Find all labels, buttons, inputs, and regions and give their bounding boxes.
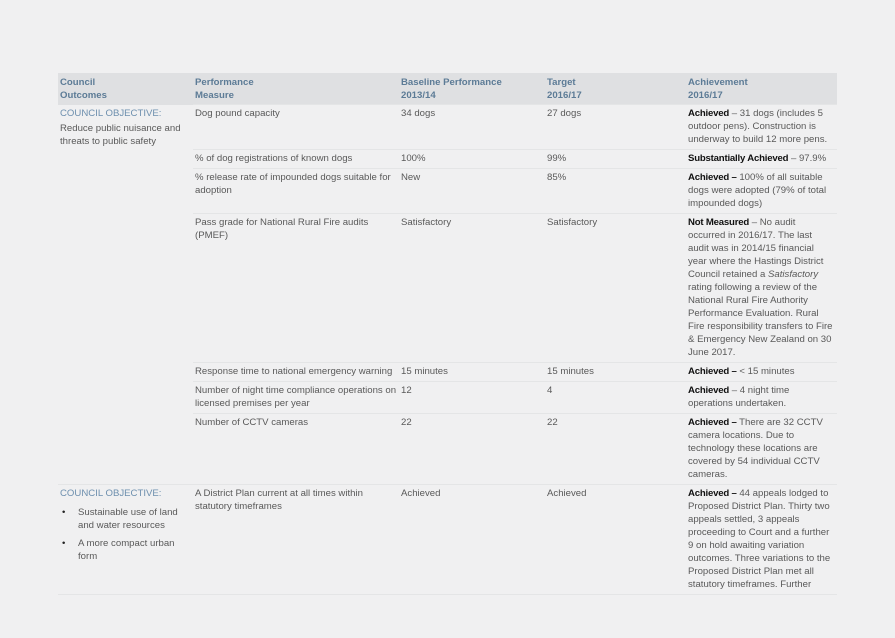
council-objective-title: COUNCIL OBJECTIVE:	[60, 107, 162, 119]
council-objective-title: COUNCIL OBJECTIVE:	[60, 488, 162, 499]
objective-bullet-list	[60, 506, 191, 563]
achievement-status: Not Measured	[688, 217, 750, 228]
target-cell: 99%	[545, 150, 686, 169]
table-row	[58, 105, 837, 150]
header-text: 2016/17	[688, 90, 723, 101]
council-objective-text: Reduce public nuisance and threats to public safety	[60, 122, 181, 147]
measure-cell: Dog pound capacity	[193, 105, 399, 150]
achievement-cell	[686, 485, 837, 595]
table-header-row	[58, 73, 837, 105]
achievement-cell	[686, 363, 837, 382]
measure-cell: A District Plan current at all times within statutory timeframes	[193, 485, 399, 595]
header-text: Outcomes	[60, 90, 107, 101]
bullet-icon: •	[62, 507, 66, 518]
baseline-cell: New	[399, 169, 545, 214]
measure-cell: Pass grade for National Rural Fire audits (PMEF)	[193, 214, 399, 363]
achievement-status: Substantially Achieved	[688, 153, 789, 164]
list-item	[62, 537, 191, 563]
achievement-status: Achieved	[688, 385, 730, 396]
baseline-cell: 12	[399, 382, 545, 414]
measure-cell: Number of CCTV cameras	[193, 414, 399, 485]
list-item	[62, 506, 191, 532]
council-objective-cell	[58, 485, 193, 595]
header-text: Performance	[195, 77, 254, 88]
header-baseline-performance	[399, 73, 545, 105]
achievement-cell	[686, 382, 837, 414]
measure-cell: Number of night time compliance operations on licensed premises per year	[193, 382, 399, 414]
header-text: 2016/17	[547, 90, 582, 101]
achievement-status: Achieved –	[688, 417, 737, 428]
achievement-status: Achieved –	[688, 172, 737, 183]
achievement-status: Achieved –	[688, 366, 737, 377]
achievement-detail: – No audit occurred in 2016/17. The last audit was in 2014/15 financial year where the Hastings District Council retained a	[688, 217, 824, 280]
achievement-detail: – 31 dogs (includes 5 outdoor pens). Construction is underway to build 12 more pens.	[688, 108, 828, 145]
achievement-detail: < 15 minutes	[736, 366, 795, 377]
header-target	[545, 73, 686, 105]
achievement-status: Achieved –	[688, 488, 737, 499]
header-text: 2013/14	[401, 90, 436, 101]
achievement-cell	[686, 150, 837, 169]
measure-cell: % release rate of impounded dogs suitable for adoption	[193, 169, 399, 214]
achievement-detail: rating following a review of the National Rural Fire Authority Performance Evaluation. Rural Fire responsibility transfers to Fire & Emergency New Zealand on 30 June 2017.	[688, 282, 833, 358]
header-achievement	[686, 73, 837, 105]
achievement-detail-italic: Satisfactory	[768, 269, 819, 280]
target-cell: 22	[545, 414, 686, 485]
achievement-cell	[686, 414, 837, 485]
header-text: Target	[547, 77, 576, 88]
achievement-cell	[686, 105, 837, 150]
baseline-cell: 100%	[399, 150, 545, 169]
target-cell: 4	[545, 382, 686, 414]
council-objective-cell	[58, 105, 193, 485]
baseline-cell: Achieved	[399, 485, 545, 595]
header-council-outcomes	[58, 73, 193, 105]
table-row	[58, 485, 837, 595]
target-cell: Achieved	[545, 485, 686, 595]
header-text: Baseline Performance	[401, 77, 502, 88]
achievement-status: Achieved	[688, 108, 730, 119]
header-performance-measure	[193, 73, 399, 105]
header-text: Measure	[195, 90, 234, 101]
target-cell: 85%	[545, 169, 686, 214]
measure-cell: Response time to national emergency warning	[193, 363, 399, 382]
baseline-cell: 34 dogs	[399, 105, 545, 150]
achievement-cell	[686, 214, 837, 363]
achievement-detail: – 97.9%	[788, 153, 827, 164]
achievement-detail: 100% of all suitable dogs were adopted (79% of total impounded dogs)	[688, 172, 827, 209]
bullet-icon: •	[62, 538, 66, 549]
header-text: Achievement	[688, 77, 748, 88]
baseline-cell: 15 minutes	[399, 363, 545, 382]
header-text: Council	[60, 77, 96, 88]
achievement-detail: – 4 night time operations undertaken.	[688, 385, 790, 409]
target-cell: Satisfactory	[545, 214, 686, 363]
achievement-detail: There are 32 CCTV camera locations. Due to technology these locations are covered by 54 individual CCTV cameras.	[688, 417, 823, 480]
achievement-detail: 44 appeals lodged to Proposed District Plan. Thirty two appeals settled, 3 appeals proceeding to Court and a further 9 on hold awaiting variation outcomes. Three variations to the Proposed District Plan met all statutory timeframes. Further	[688, 488, 831, 590]
objective-bullet-text: Sustainable use of land and water resources	[78, 507, 178, 531]
baseline-cell: 22	[399, 414, 545, 485]
target-cell: 27 dogs	[545, 105, 686, 150]
baseline-cell: Satisfactory	[399, 214, 545, 363]
measure-cell: % of dog registrations of known dogs	[193, 150, 399, 169]
target-cell: 15 minutes	[545, 363, 686, 382]
objective-bullet-text: A more compact urban form	[78, 538, 175, 562]
performance-table	[58, 73, 837, 595]
achievement-cell	[686, 169, 837, 214]
performance-table-page	[58, 73, 837, 595]
